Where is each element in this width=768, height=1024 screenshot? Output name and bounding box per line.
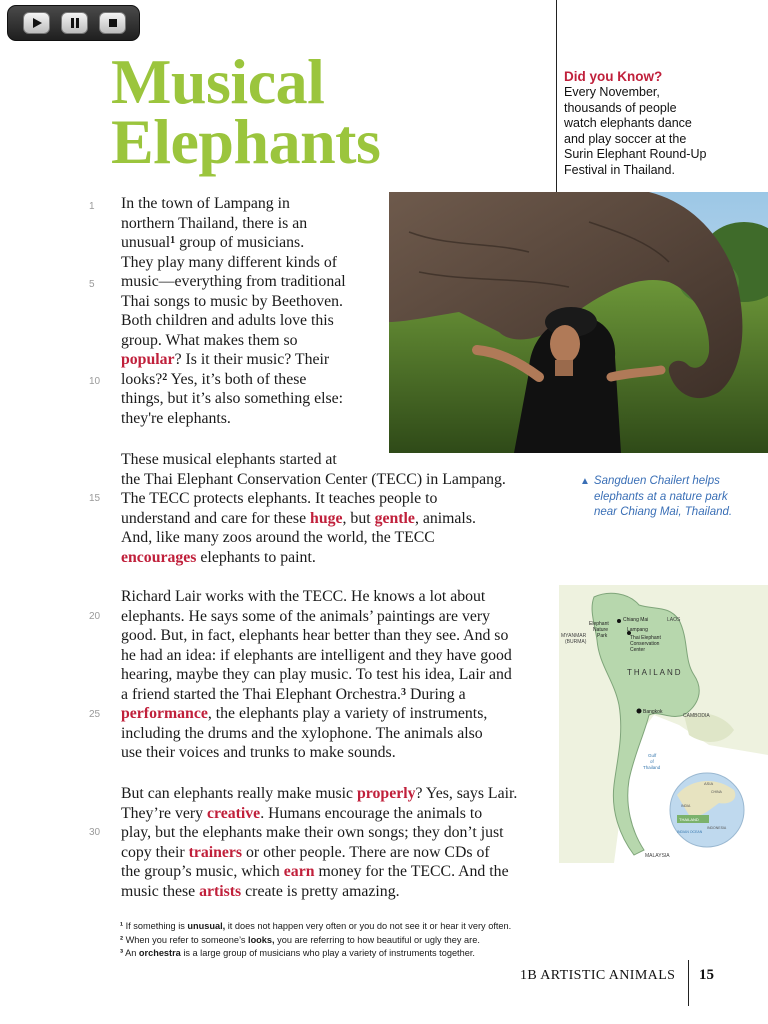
- text-line: They’re very creative. Humans encourage the animals to: [121, 804, 483, 822]
- text-line: popular? Is it their music? Their: [121, 351, 330, 369]
- text-line: These musical elephants started at: [121, 451, 337, 468]
- did-you-know-box: [564, 68, 764, 178]
- text-line: In the town of Lampang in: [121, 195, 290, 212]
- footer-divider: [688, 960, 689, 1006]
- map-label: Thai Elephant: [630, 635, 661, 641]
- photo-caption: [580, 474, 766, 521]
- map-label: (BURMA): [565, 639, 587, 645]
- text-line: But can elephants really make music properly? Yes, says Lair.: [121, 785, 518, 802]
- vocab-word: trainers: [188, 843, 243, 861]
- map-label: MALAYSIA: [645, 853, 670, 859]
- caption-line: ▲ Sangduen Chailert helps: [580, 475, 720, 487]
- text-line: unusual$^1$ group of musicians.: [121, 234, 305, 252]
- play-icon: [31, 17, 43, 29]
- dyk-line: thousands of people: [564, 100, 677, 115]
- title-line-2: Elephants: [111, 106, 381, 177]
- text-line: They play many different kinds of: [121, 253, 337, 271]
- map-label: INDIAN OCEAN: [677, 830, 703, 834]
- map-label: Chiang Mai: [623, 617, 649, 623]
- did-you-know-heading: Did you Know?: [564, 69, 663, 84]
- map-label: Thailand: [643, 765, 661, 770]
- map-label: INDIA: [681, 804, 691, 808]
- map-label: Gulf: [648, 753, 657, 758]
- footnotes: [120, 920, 511, 961]
- vocab-word: gentle: [374, 509, 415, 527]
- map-label: of: [650, 759, 654, 764]
- map-label: CHINA: [711, 790, 722, 794]
- did-you-know-text: [564, 85, 764, 178]
- dyk-line: and play soccer at the: [564, 131, 687, 146]
- line-number: 5: [89, 279, 95, 290]
- footnote-ref: 1: [170, 235, 176, 247]
- dyk-line: Surin Elephant Round-Up: [564, 147, 707, 161]
- column-divider: [556, 0, 557, 192]
- text-line: a friend started the Thai Elephant Orchestra.$^3$ During a: [121, 685, 466, 703]
- footnote-ref: 2: [162, 371, 168, 383]
- vocab-word: huge: [310, 509, 343, 527]
- triangle-marker-icon: ▲: [580, 476, 590, 487]
- map-label: Center: [630, 647, 646, 653]
- paragraph-1: [121, 194, 346, 429]
- text-line: group. What makes them so: [121, 331, 298, 349]
- text-line: Both children and adults love this: [121, 312, 334, 330]
- text-line: play, but the elephants make their own songs; they don’t just: [121, 824, 504, 842]
- page-title: [111, 46, 381, 177]
- vocab-word: popular: [121, 351, 175, 369]
- map-label: MYANMAR: [561, 633, 587, 639]
- map-label: Lampang: [627, 627, 648, 633]
- caption-line: near Chiang Mai, Thailand.: [594, 506, 733, 518]
- dyk-line: Every November,: [564, 85, 660, 99]
- elephant-photo: [389, 192, 768, 453]
- line-number: 20: [89, 611, 101, 622]
- paragraph-2: [121, 450, 506, 567]
- vocab-word: creative: [206, 804, 261, 822]
- text-line: music these artists create is pretty amazing.: [121, 882, 400, 900]
- line-number: 25: [89, 709, 101, 720]
- text-line: understand and care for these huge, but gentle, animals.: [121, 509, 476, 527]
- text-line: Thai songs to music by Beethoven.: [121, 292, 344, 310]
- play-button[interactable]: [23, 12, 50, 34]
- text-line: hearing, maybe they can play music. To test his idea, Lair and: [121, 666, 512, 684]
- section-label: 1B ARTISTIC ANIMALS: [520, 968, 676, 983]
- text-line: And, like many zoos around the world, the TECC: [121, 529, 435, 547]
- dyk-line: watch elephants dance: [564, 116, 692, 130]
- page-number: 15: [699, 967, 714, 983]
- line-number: 15: [89, 493, 101, 504]
- text-line: elephants. He says some of the animals’ paintings are very: [121, 607, 491, 625]
- text-line: encourages elephants to paint.: [121, 548, 316, 566]
- map-label: Conservation: [630, 641, 660, 647]
- map-label: Park: [597, 633, 608, 639]
- vocab-word: performance: [121, 705, 208, 723]
- map-label: Nature: [593, 627, 609, 633]
- footnote-ref: 3: [401, 686, 406, 698]
- title-line-1: Musical: [111, 46, 325, 117]
- map-label: INDONESIA: [707, 826, 727, 830]
- map-label: ASIA: [704, 781, 714, 786]
- pause-button[interactable]: [61, 12, 88, 34]
- vocab-word: earn: [283, 863, 315, 881]
- vocab-word: encourages: [121, 548, 197, 566]
- map-country-label: THAILAND: [627, 668, 683, 677]
- map-label: LAOS: [667, 617, 681, 623]
- text-line: they're elephants.: [121, 410, 231, 428]
- footnote: ³ An orchestra is a large group of musicians who play a variety of instruments together.: [120, 948, 475, 958]
- map-label: Elephant: [589, 621, 609, 627]
- map-label: CAMBODIA: [683, 713, 710, 719]
- text-line: performance, the elephants play a variety of instruments,: [121, 705, 488, 723]
- caption-line: elephants at a nature park: [594, 490, 728, 503]
- text-line: looks?$^2$ Yes, it’s both of these: [121, 370, 307, 388]
- media-controls: [7, 5, 140, 41]
- text-line: the Thai Elephant Conservation Center (TECC) in Lampang.: [121, 470, 506, 488]
- line-number: 30: [89, 827, 101, 838]
- pause-icon: [69, 17, 81, 29]
- line-number: 1: [89, 201, 95, 212]
- stop-button[interactable]: [99, 12, 126, 34]
- text-line: northern Thailand, there is an: [121, 214, 308, 232]
- text-line: copy their trainers or other people. There are now CDs of: [121, 843, 490, 861]
- stop-icon: [107, 17, 119, 29]
- text-line: The TECC protects elephants. It teaches people to: [121, 490, 438, 508]
- footnote: ¹ If something is unusual, it does not happen very often or you do not see it or hear it very often.: [120, 921, 512, 931]
- paragraph-4: [121, 784, 517, 901]
- text-line: including the drums and the xylophone. The animals also: [121, 724, 483, 742]
- thailand-map: [559, 585, 768, 863]
- text-line: things, but it’s also something else:: [121, 390, 344, 408]
- map-label: Bangkok: [643, 709, 663, 715]
- footnote: ² When you refer to someone’s looks, you are referring to how beautiful or ugly they are.: [120, 934, 480, 945]
- paragraph-3: [121, 587, 512, 763]
- text-line: good. But, in fact, elephants hear better than they see. And so: [121, 627, 509, 645]
- text-line: he had an idea: if elephants are intelligent and they have good: [121, 646, 512, 664]
- text-line: Richard Lair works with the TECC. He knows a lot about: [121, 588, 486, 605]
- text-line: use their voices and trunks to make sounds.: [121, 744, 396, 762]
- map-label: THAILAND: [679, 817, 699, 822]
- vocab-word: properly: [357, 785, 416, 802]
- line-number: 10: [89, 376, 101, 387]
- text-line: the group’s music, which earn money for the TECC. And the: [121, 863, 509, 881]
- vocab-word: artists: [199, 882, 242, 900]
- dyk-line: Festival in Thailand.: [564, 162, 675, 177]
- text-line: music—everything from traditional: [121, 273, 346, 291]
